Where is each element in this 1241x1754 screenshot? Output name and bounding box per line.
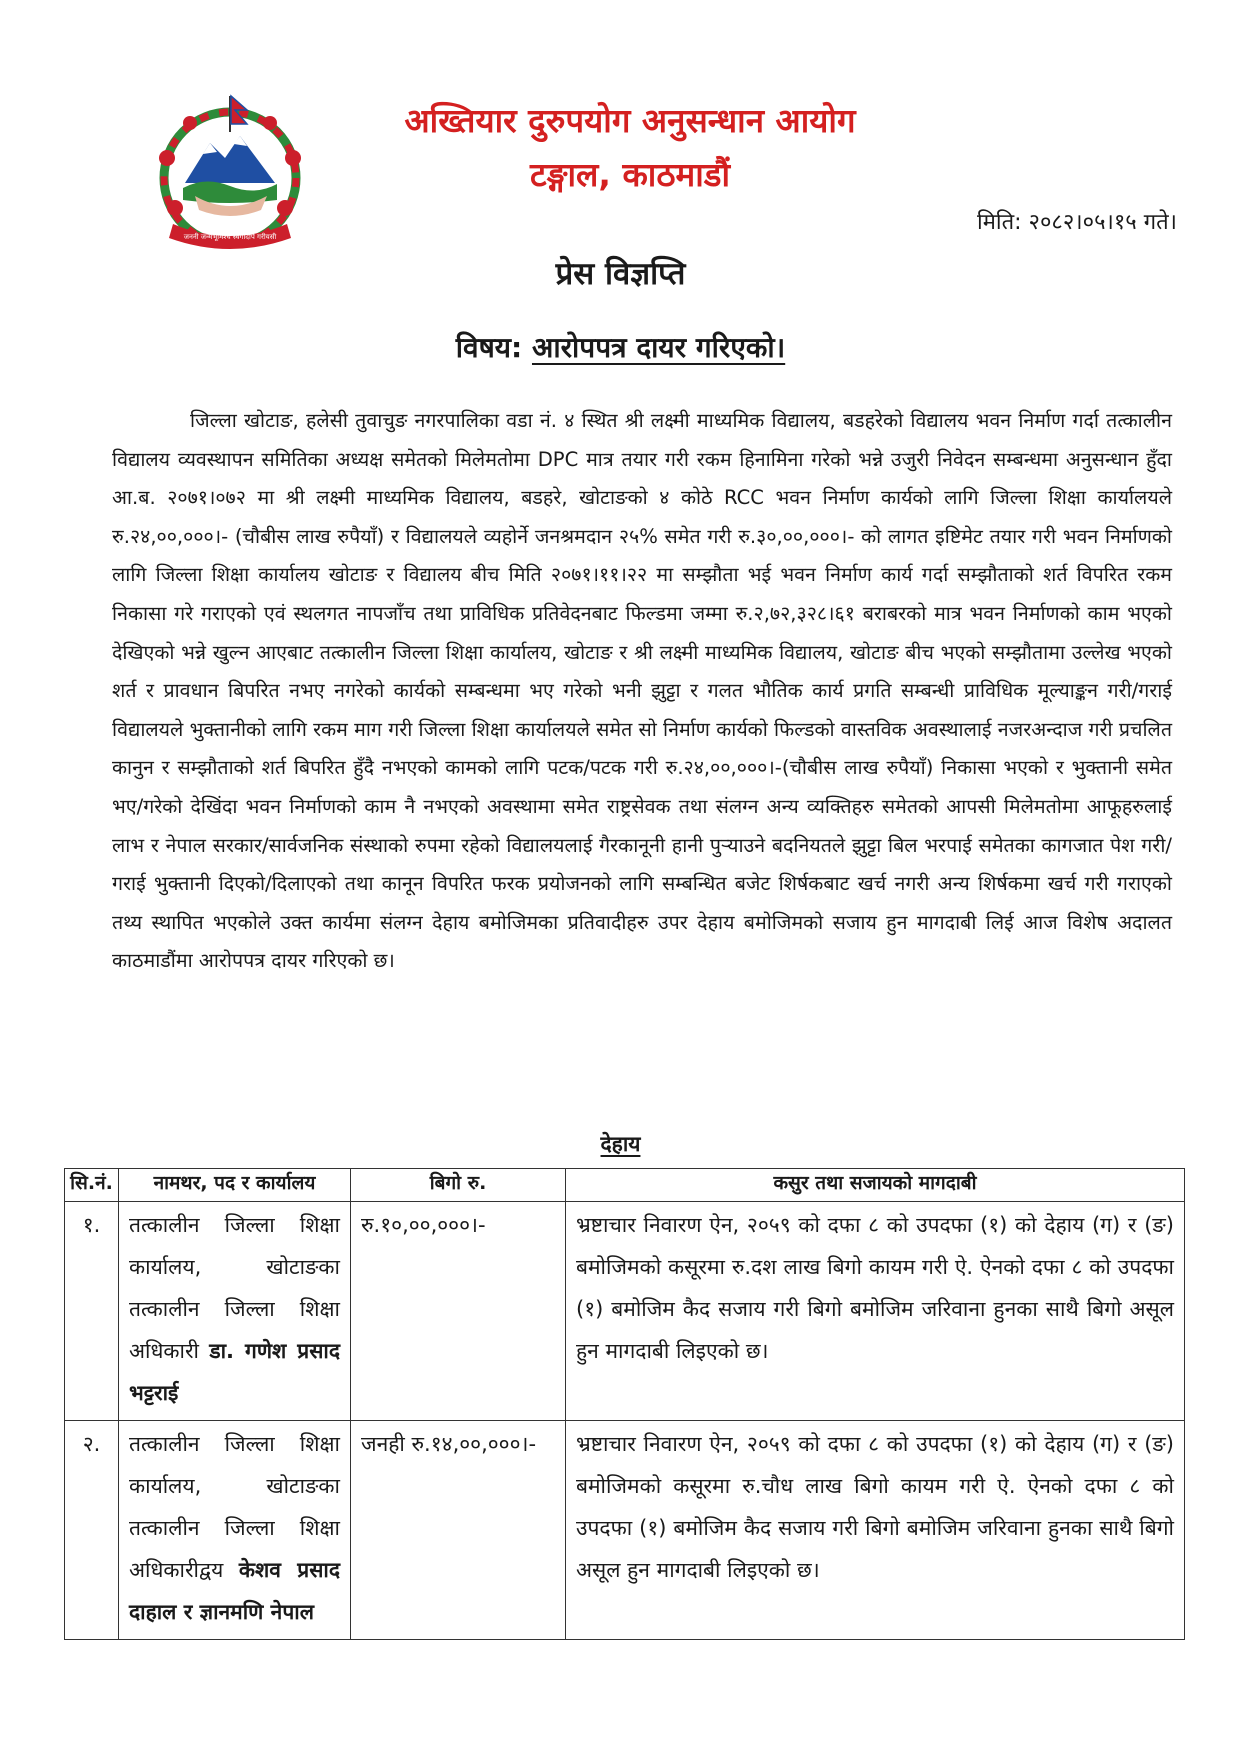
subject-label: विषय:	[455, 331, 523, 364]
column-header-amount: बिगो रु.	[351, 1169, 566, 1202]
row-name-person: डा. गणेश प्रसाद भट्टराई	[129, 1339, 340, 1405]
row-name-person: केशव प्रसाद दाहाल र ज्ञानमणि नेपाल	[129, 1558, 340, 1624]
row-sn: २.	[65, 1421, 119, 1640]
subject-line	[0, 328, 1241, 366]
hills-icon	[183, 181, 277, 216]
issue-date: मिति: २०८२।०५।१५ गते।	[977, 210, 1177, 235]
table-header-row	[65, 1169, 1185, 1202]
row-amount: जनही रु.१४,००,०००।-	[351, 1421, 566, 1640]
organization-location: टङ्गाल, काठमाडौं	[529, 155, 730, 194]
column-header-charge: कसुर तथा सजायको मागदाबी	[566, 1169, 1185, 1202]
table-row	[65, 1202, 1185, 1421]
row-charge: भ्रष्टाचार निवारण ऐन, २०५९ को दफा ८ को उपदफा (१) को देहाय (ग) र (ङ) बमोजिमको कसूरमा रु.चौध लाख बिगो कायम गरी ऐ. ऐनको दफा ८ को उपदफा (१) बमोजिम कैद सजाय गरी बिगो बमोजिम जरिवाना हुनका साथै बिगो असूल हुन मागदाबी लिइएको छ।	[566, 1421, 1185, 1640]
row-name-designation: तत्कालीन जिल्ला शिक्षा कार्यालय, खोटाङका तत्कालीन जिल्ला शिक्षा अधिकारीद्वय	[129, 1432, 340, 1582]
column-header-name: नामथर, पद र कार्यालय	[119, 1169, 351, 1202]
nepal-government-emblem	[145, 88, 315, 258]
row-sn: १.	[65, 1202, 119, 1421]
row-name-designation: तत्कालीन जिल्ला शिक्षा कार्यालय, खोटाङका तत्कालीन जिल्ला शिक्षा अधिकारी	[129, 1213, 340, 1363]
organization-name: अख्तियार दुरुपयोग अनुसन्धान आयोग	[404, 101, 856, 140]
row-name	[119, 1421, 351, 1640]
emblem-motto-text: जननी जन्मभूमिश्च स्वर्गादपि गरीयसी	[183, 233, 277, 241]
mountain-icon	[185, 136, 275, 183]
accused-table	[64, 1168, 1185, 1640]
row-name	[119, 1202, 351, 1421]
column-header-sn: सि.नं.	[65, 1169, 119, 1202]
body-paragraph: जिल्ला खोटाङ, हलेसी तुवाचुङ नगरपालिका वडा नं. ४ स्थित श्री लक्ष्मी माध्यमिक विद्यालय, बडहरेको विद्यालय भवन निर्माण गर्दा तत्कालीन विद्यालय व्यवस्थापन समितिका अध्यक्ष समेतको मिलेमतोमा DPC मात्र तयार गरी रकम हिनामिना गरेको भन्ने उजुरी निवेदन सम्बन्धमा अनुसन्धान हुँदा आ.ब. २०७१।०७२ मा श्री लक्ष्मी माध्यमिक विद्यालय, बडहरे, खोटाङको ४ कोठे RCC भवन निर्माण कार्यको लागि जिल्ला शिक्षा कार्यालयले रु.२४,००,०००।- (चौबीस लाख रुपैयाँ) र विद्यालयले व्यहोर्ने जनश्रमदान २५% समेत गरी रु.३०,००,०००।- को लागत इष्टिमेट तयार गरी भवन निर्माणको लागि जिल्ला शिक्षा कार्यालय खोटाङ र विद्यालय बीच मिति २०७१।११।२२ मा सम्झौता भई भवन निर्माण कार्य गर्दा सम्झौताको शर्त विपरित रकम निकासा गरे गराएको एवं स्थलगत नापजाँच तथा प्राविधिक प्रतिवेदनबाट फिल्डमा जम्मा रु.२,७२,३२८।६१ बराबरको मात्र भवन निर्माणको काम भएको देखिएको भन्ने खुल्न आएबाट तत्कालीन जिल्ला शिक्षा कार्यालय, खोटाङ र श्री लक्ष्मी माध्यमिक विद्यालय, खोटाङ बीच भएको सम्झौतामा उल्लेख भएको शर्त र प्रावधान बिपरित नभए नगरेको कार्यको सम्बन्धमा भए गरेको भनी झुट्टा र गलत भौतिक कार्य प्रगति सम्बन्धी प्राविधिक मूल्याङ्कन गरी/गराई विद्यालयले भुक्तानीको लागि रकम माग गरी जिल्ला शिक्षा कार्यालयले समेत सो निर्माण कार्यको फिल्डको वास्तविक अवस्थालाई नजरअन्दाज गरी प्रचलित कानुन र सम्झौताको शर्त बिपरित हुँदै नभएको कामको लागि पटक/पटक गरी रु.२४,००,०००।-(चौबीस लाख रुपैयाँ) निकासा भएको र भुक्तानी समेत भए/गरेको देखिंदा भवन निर्माणको काम नै नभएको अवस्थामा समेत राष्ट्रसेवक तथा संलग्न अन्य व्यक्तिहरु समेतको आपसी मिलेमतोमा आफूहरुलाई लाभ र नेपाल सरकार/सार्वजनिक संस्थाको रुपमा रहेको विद्यालयलाई गैरकानूनी हानी पुर्‍याउने बदनियतले झुट्टा बिल भरपाई समेतका कागजात पेश गरी/गराई भुक्तानी दिएको/दिलाएको तथा कानून विपरित फरक प्रयोजनको लागि सम्बन्धित बजेट शिर्षकबाट खर्च नगरी अन्य शिर्षकमा खर्च गरी गराएको तथ्य स्थापित भएकोले उक्त कार्यमा संलग्न देहाय बमोजिमका प्रतिवादीहरु उपर देहाय बमोजिमको सजाय हुन मागदाबी लिई आज विशेष अदालत काठमाडौंमा आरोपपत्र दायर गरिएको छ।	[112, 409, 1172, 973]
table-row	[65, 1421, 1185, 1640]
subject-text: आरोपपत्र दायर गरिएको।	[531, 331, 786, 364]
row-amount: रु.१०,००,०००।-	[351, 1202, 566, 1421]
press-release-heading: प्रेस विज्ञप्ति	[555, 256, 686, 292]
row-charge: भ्रष्टाचार निवारण ऐन, २०५९ को दफा ८ को उपदफा (१) को देहाय (ग) र (ङ) बमोजिमको कसूरमा रु.दश लाख बिगो कायम गरी ऐ. ऐनको दफा ८ को उपदफा (१) बमोजिम कैद सजाय गरी बिगो बमोजिम जरिवाना हुनका साथै बिगो असूल हुन मागदाबी लिइएको छ।	[566, 1202, 1185, 1421]
table-caption: देहाय	[600, 1132, 641, 1156]
